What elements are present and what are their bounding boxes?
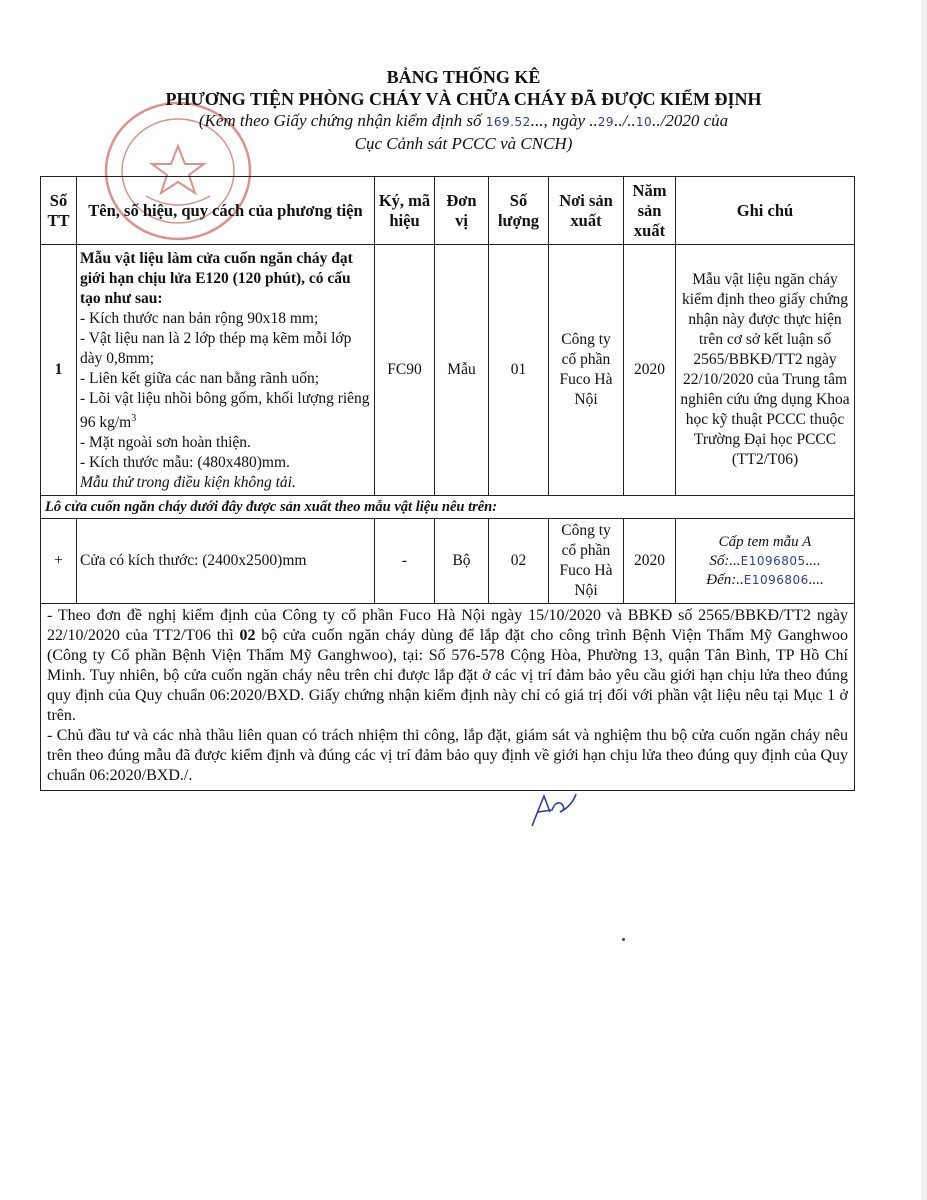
footer-paragraph	[47, 606, 848, 726]
cert-day: 29	[597, 115, 615, 129]
scan-speck	[622, 938, 625, 941]
stamp-to-number: E1096806	[743, 572, 809, 587]
header-stt: Số TT	[41, 177, 77, 245]
footer-notes	[41, 604, 855, 791]
header-maker: Nơi sản xuất	[549, 177, 624, 245]
header-notes: Ghi chú	[676, 177, 855, 245]
cell-qty: 01	[489, 245, 549, 496]
unit-superscript: 3	[131, 413, 137, 424]
footer-p1-b: bộ cửa cuốn ngăn cháy dùng để lắp đặt cho công trình Bệnh Viện Thẩm Mỹ Ganghwoo (Công ty Cổ phần Bệnh Viện Thẩm Mỹ Ganghwoo), tại: Số 576-578 Cộng Hòa, Phường 13, quận Tân Bình, TP Hồ Chí Minh. Tuy nhiên, bộ cửa cuốn ngăn cháy nêu trên chỉ được lắp đặt ở các vị trí đảm bảo yêu cầu giới hạn chịu lửa theo đúng quy định của Quy chuẩn 06:2020/BXD. Giấy chứng nhận kiểm định này chỉ có giá trị đối với phần vật liệu nêu tại Mục 1 ở trên.	[47, 627, 849, 725]
header-qty: Số lượng	[489, 177, 549, 245]
cell-description	[77, 245, 375, 496]
description-heading: Mẫu vật liệu làm cửa cuốn ngăn cháy đạt giới hạn chịu lửa E120 (120 phút), có cấu tạo như sau:	[80, 250, 353, 307]
lot-row	[41, 496, 855, 519]
core-material-text: - Lõi vật liệu nhồi bông gốm, khối lượng riêng 96 kg/m	[80, 390, 370, 432]
cell-maker: Công ty cổ phần Fuco Hà Nội	[549, 245, 624, 496]
document-header	[0, 66, 927, 155]
cell-code: -	[375, 519, 435, 604]
document-subtitle: PHƯƠNG TIỆN PHÒNG CHÁY VÀ CHỮA CHÁY ĐÃ ĐƯỢC KIỂM ĐỊNH	[165, 89, 762, 109]
stamp-from-number: E1096805	[740, 553, 806, 568]
header-year: Năm sản xuất	[624, 177, 676, 245]
header-name: Tên, số hiệu, quy cách của phương tiện	[77, 177, 375, 245]
description-test-condition: Mẫu thử trong điều kiện không tải.	[80, 474, 296, 492]
statistics-table	[40, 176, 855, 791]
table-row	[41, 245, 855, 496]
stamp-to: Đến:..E1096806....	[706, 571, 824, 588]
initials-signature	[522, 782, 582, 830]
cell-description: Cửa có kích thước: (2400x2500)mm	[77, 519, 375, 604]
document-issuer: Cục Cảnh sát PCCC và CNCH)	[354, 134, 573, 153]
footer-p1-qty: 02	[239, 627, 256, 645]
cell-maker: Công ty cổ phần Fuco Hà Nội	[549, 519, 624, 604]
header-code: Ký, mã hiệu	[375, 177, 435, 245]
cert-number: 169.52	[485, 115, 531, 129]
cell-stamp-info	[676, 519, 855, 604]
description-line	[80, 389, 371, 433]
description-line: - Kích thước mẫu: (480x480)mm.	[80, 454, 290, 472]
description-line: - Kích thước nan bản rộng 90x18 mm;	[80, 310, 319, 327]
note-prefix: (Kèm theo Giấy chứng nhận kiểm định số	[198, 111, 482, 130]
cert-year: /2020 của	[660, 111, 729, 130]
cell-unit: Mẫu	[435, 245, 489, 496]
cell-year: 2020	[624, 245, 676, 496]
table-row	[41, 519, 855, 604]
lot-label: Lô cửa cuốn ngăn cháy dưới đây được sản xuất theo mẫu vật liệu nêu trên:	[41, 496, 855, 519]
footer-row	[41, 604, 855, 791]
scan-edge	[921, 0, 927, 1200]
description-line: - Mặt ngoài sơn hoàn thiện.	[80, 434, 251, 452]
cell-code: FC90	[375, 245, 435, 496]
document-attachment-note: (Kèm theo Giấy chứng nhận kiểm định số 169.52..., ngày ..29../..10../2020 của	[198, 111, 729, 130]
stamp-to-label: Đến:	[706, 571, 737, 588]
cell-year: 2020	[624, 519, 676, 604]
description-line: - Liên kết giữa các nan bằng rãnh uốn;	[80, 370, 320, 387]
cell-notes: Mẫu vật liệu ngăn cháy kiểm định theo giấy chứng nhận này được thực hiện trên cơ sở kết luận số 2565/BBKĐ/TT2 ngày 22/10/2020 của Trung tâm nghiên cứu ứng dụng Khoa học kỹ thuật PCCC thuộc Trường Đại học PCCC (TT2/T06)	[676, 245, 855, 496]
stamp-from-label: Số:	[709, 552, 730, 569]
cert-month: 10	[635, 115, 653, 129]
header-unit: Đơn vị	[435, 177, 489, 245]
cell-stt: +	[41, 519, 77, 604]
cell-qty: 02	[489, 519, 549, 604]
stamp-from: Số:...E1096805....	[709, 552, 821, 569]
footer-paragraph: - Chủ đầu tư và các nhà thầu liên quan có trách nhiệm thi công, lắp đặt, giám sát và nghiệm thu bộ cửa cuốn ngăn cháy nêu trên theo đúng mẫu đã được kiểm định và đúng các vị trí đảm bảo quy định về giới hạn chịu lửa theo đúng quy định của Quy chuẩn 06:2020/BXD./.	[47, 727, 848, 785]
description-line: - Vật liệu nan là 2 lớp thép mạ kẽm mỗi lớp dày 0,8mm;	[80, 330, 352, 367]
document-title: BẢNG THỐNG KÊ	[386, 67, 541, 87]
table-header-row	[41, 177, 855, 245]
stamp-title: Cấp tem mẫu A	[718, 533, 812, 550]
note-mid: ..., ngày	[530, 111, 586, 130]
footer-p1-a: - Theo đơn đề nghị kiểm định của Công ty cổ phần Fuco Hà Nội ngày 15/10/2020 và BBKĐ số 2565/BBKĐ/TT2 ngày 22/10/2020 của TT2/T06 thì	[47, 607, 848, 645]
cell-stt: 1	[41, 245, 77, 496]
cell-unit: Bộ	[435, 519, 489, 604]
